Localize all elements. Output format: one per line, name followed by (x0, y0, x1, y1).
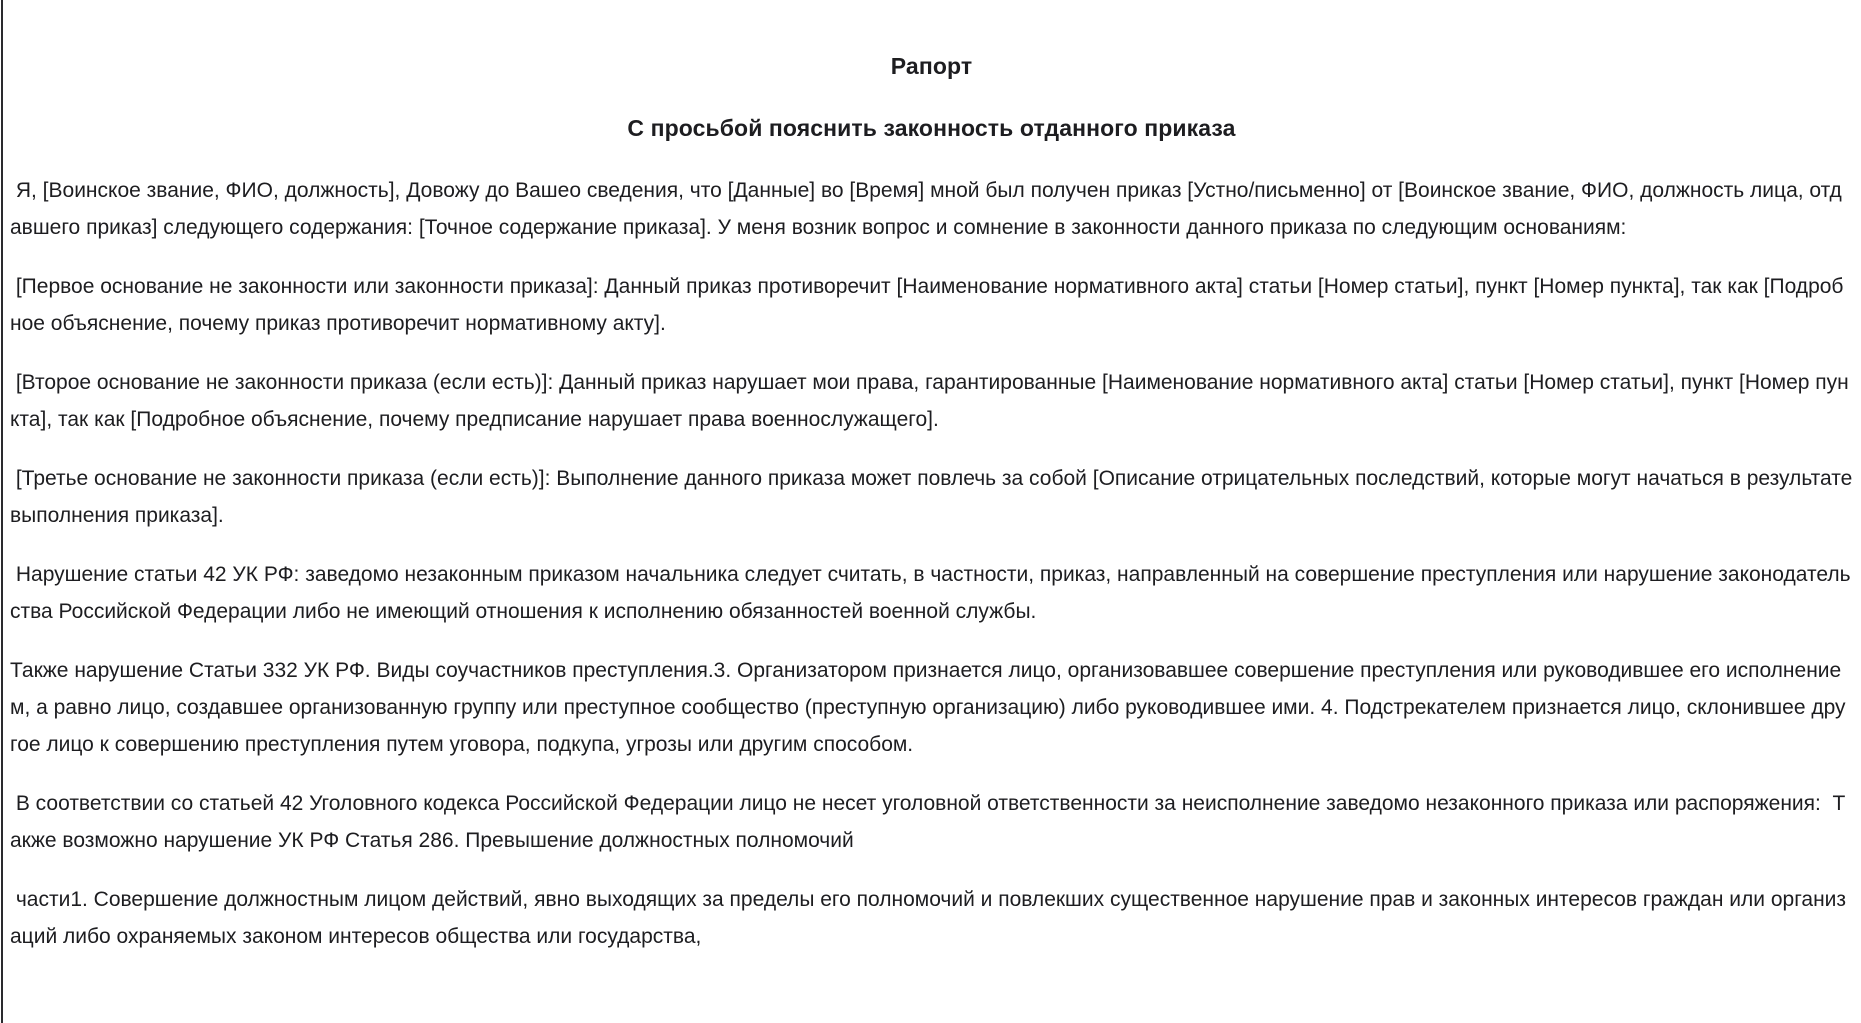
paragraph: Также нарушение Статьи 332 УК РФ. Виды соучастников преступления.3. Организатором признается лицо, организовавшее совершение преступления или руководившее его исполнением, а равно лицо, создавшее организованную группу или преступное сообщество (преступную организацию) либо руководившее ими. 4. Подстрекателем признается лицо, склонившее другое лицо к совершению преступления путем уговора, подкупа, угрозы или другим способом. (10, 659, 1846, 756)
paragraph: Нарушение статьи 42 УК РФ: заведомо незаконным приказом начальника следует считать, в частности, приказ, направленный на совершение преступления или нарушение законодательства Российской Федерации либо не имеющий отношения к исполнению обязанностей военной службы. (10, 563, 1851, 623)
document-body (10, 172, 1859, 955)
paragraph: В соответствии со статьей 42 Уголовного кодекса Российской Федерации лицо не несет уголовной ответственности за неисполнение заведомо незаконного приказа или распоряжения: Также возможно нарушение УК РФ Статья 286. Превышение должностных полномочий (10, 792, 1846, 852)
paragraph: Я, [Воинское звание, ФИО, должность], Довожу до Вашео сведения, что [Данные] во [Время] мной был получен приказ [Устно/письменно] от [Воинское звание, ФИО, должность лица, отдавшего приказ] следующего содержания: [Точное содержание приказа]. У меня возник вопрос и сомнение в законности данного приказа по следующим основаниям: (10, 179, 1842, 239)
paragraph: [Первое основание не законности или законности приказа]: Данный приказ противоречит [Наименование нормативного акта] статьи [Номер статьи], пункт [Номер пункта], так как [Подробное объяснение, почему приказ противоречит нормативному акту]. (10, 275, 1844, 335)
document-subtitle: С просьбой пояснить законность отданного приказа (627, 115, 1236, 141)
paragraph: части1. Совершение должностным лицом действий, явно выходящих за пределы его полномочий и повлекших существенное нарушение прав и законных интересов граждан или организаций либо охраняемых законом интересов общества или государства, (10, 888, 1847, 948)
document-title: Рапорт (890, 53, 973, 79)
paragraph: [Третье основание не законности приказа (если есть)]: Выполнение данного приказа может повлечь за собой [Описание отрицательных последствий, которые могут начаться в результате выполнения приказа]. (10, 467, 1859, 527)
paragraph: [Второе основание не законности приказа (если есть)]: Данный приказ нарушает мои права, гарантированные [Наименование нормативного акта] статьи [Номер статьи], пункт [Номер пункта], так как [Подробное объяснение, почему предписание нарушает права военнослужащего]. (10, 371, 1849, 431)
